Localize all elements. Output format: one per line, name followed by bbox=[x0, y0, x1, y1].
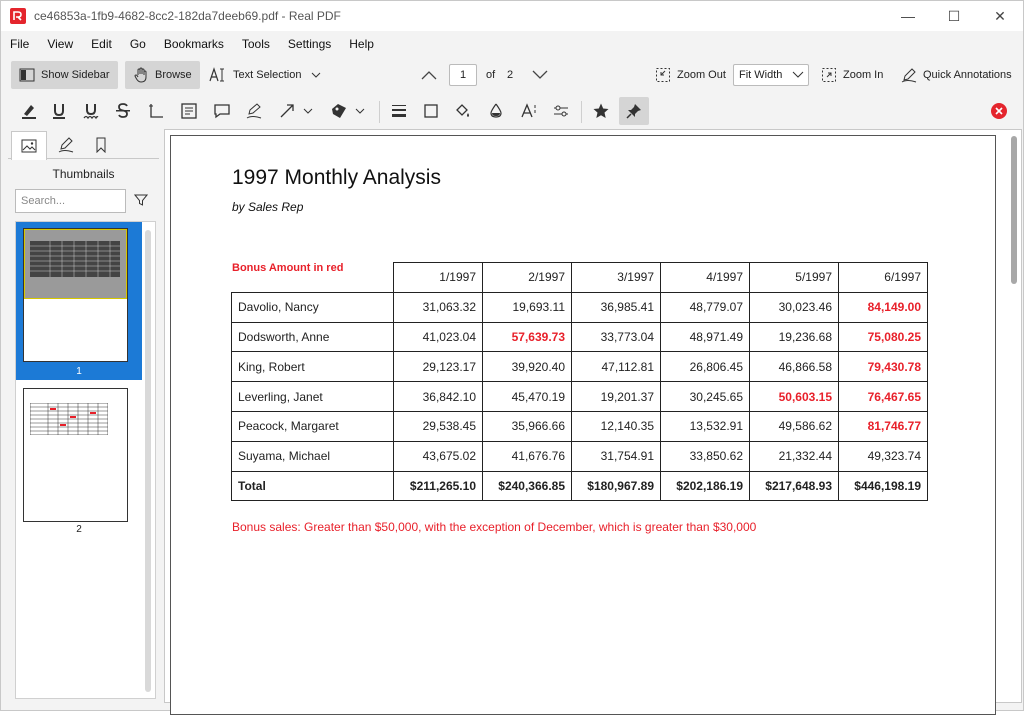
menu-bar bbox=[1, 31, 1023, 57]
chevron-down-icon[interactable] bbox=[353, 99, 367, 123]
amount-cell: 45,470.19 bbox=[483, 382, 572, 412]
page-number-input[interactable]: 1 bbox=[449, 64, 477, 86]
column-header: 3/1997 bbox=[572, 263, 661, 293]
shape-rectangle-icon[interactable] bbox=[419, 99, 443, 123]
pin-icon[interactable] bbox=[619, 97, 649, 125]
tab-bookmarks[interactable] bbox=[83, 131, 119, 159]
thumbnail-page-1[interactable] bbox=[23, 228, 128, 362]
bonus-amount-cell: 75,080.25 bbox=[839, 322, 928, 352]
text-selection-label: Text Selection bbox=[233, 69, 302, 81]
amount-cell: 13,532.91 bbox=[661, 411, 750, 441]
tab-annotations[interactable] bbox=[48, 131, 84, 159]
bonus-amount-cell: 76,467.65 bbox=[839, 382, 928, 412]
page-total-label: 2 bbox=[507, 69, 514, 81]
squiggly-underline-icon[interactable] bbox=[79, 99, 103, 123]
chevron-down-icon[interactable] bbox=[301, 99, 315, 123]
document-title: 1997 Monthly Analysis bbox=[232, 166, 441, 189]
insert-text-icon[interactable] bbox=[144, 99, 168, 123]
total-amount-cell: $217,648.93 bbox=[750, 471, 839, 501]
document-scrollbar[interactable] bbox=[1011, 136, 1017, 284]
menu-edit[interactable]: Edit bbox=[91, 37, 112, 51]
bonus-amount-cell: 50,603.15 bbox=[750, 382, 839, 412]
chevron-down-icon bbox=[792, 71, 804, 79]
amount-cell: 43,675.02 bbox=[394, 441, 483, 471]
zoom-in-icon bbox=[821, 67, 837, 83]
toolbar-separator bbox=[581, 101, 582, 123]
thumbnail-table-preview bbox=[30, 403, 108, 435]
highlight-icon[interactable] bbox=[17, 99, 41, 123]
next-page-icon[interactable] bbox=[532, 69, 548, 81]
amount-cell: 21,332.44 bbox=[750, 441, 839, 471]
zoom-out-button[interactable] bbox=[647, 61, 734, 89]
sales-rep-name: Peacock, Margaret bbox=[232, 411, 394, 441]
app-logo-icon bbox=[10, 8, 26, 24]
bonus-footnote: Bonus sales: Greater than $50,000, with the exception of December, which is greater than $30,000 bbox=[232, 520, 757, 534]
amount-cell: 49,586.62 bbox=[750, 411, 839, 441]
sales-rep-name: Suyama, Michael bbox=[232, 441, 394, 471]
total-amount-cell: $202,186.19 bbox=[661, 471, 750, 501]
menu-go[interactable]: Go bbox=[129, 37, 146, 51]
quick-annotations-label: Quick Annotations bbox=[923, 69, 1012, 81]
thumbnail-list bbox=[15, 221, 156, 699]
menu-file[interactable]: File bbox=[10, 37, 30, 51]
column-header: 2/1997 bbox=[483, 263, 572, 293]
comment-icon[interactable] bbox=[210, 99, 234, 123]
zoom-out-icon bbox=[655, 67, 671, 83]
sales-table bbox=[231, 262, 928, 501]
table-row bbox=[232, 382, 928, 412]
table-header-row bbox=[232, 263, 928, 293]
stamp-icon[interactable] bbox=[327, 99, 351, 123]
total-label: Total bbox=[232, 471, 394, 501]
fill-color-icon[interactable] bbox=[451, 99, 475, 123]
zoom-in-button[interactable] bbox=[813, 61, 891, 89]
freehand-icon[interactable] bbox=[242, 99, 266, 123]
pdf-page bbox=[170, 135, 996, 715]
previous-page-icon[interactable] bbox=[421, 69, 437, 81]
amount-cell: 35,966.66 bbox=[483, 411, 572, 441]
document-viewer bbox=[164, 129, 1022, 703]
amount-cell: 33,850.62 bbox=[661, 441, 750, 471]
zoom-in-label: Zoom In bbox=[843, 69, 884, 81]
page-of-label: of bbox=[486, 69, 496, 81]
menu-view[interactable]: View bbox=[47, 37, 74, 51]
window-title: ce46853a-1fb9-4682-8cc2-182da7deeb69.pdf - Real PDF bbox=[34, 9, 341, 23]
amount-cell: 26,806.45 bbox=[661, 352, 750, 382]
header-blank-cell bbox=[232, 263, 394, 293]
column-header: 5/1997 bbox=[750, 263, 839, 293]
quick-annotations-button[interactable] bbox=[893, 61, 1020, 89]
total-amount-cell: $446,198.19 bbox=[839, 471, 928, 501]
amount-cell: 31,063.32 bbox=[394, 292, 483, 322]
amount-cell: 33,773.04 bbox=[572, 322, 661, 352]
amount-cell: 19,201.37 bbox=[572, 382, 661, 412]
total-amount-cell: $180,967.89 bbox=[572, 471, 661, 501]
hand-icon bbox=[133, 67, 149, 83]
sales-rep-name: Dodsworth, Anne bbox=[232, 322, 394, 352]
bonus-amount-cell: 57,639.73 bbox=[483, 322, 572, 352]
amount-cell: 47,112.81 bbox=[572, 352, 661, 382]
total-amount-cell: $240,366.85 bbox=[483, 471, 572, 501]
menu-tools[interactable]: Tools bbox=[241, 37, 270, 51]
thumbnail-scrollbar[interactable] bbox=[145, 230, 151, 692]
amount-cell: 46,866.58 bbox=[750, 352, 839, 382]
title-bar bbox=[1, 1, 1023, 31]
zoom-out-label: Zoom Out bbox=[677, 69, 726, 81]
amount-cell: 41,023.04 bbox=[394, 322, 483, 352]
bookmark-icon bbox=[94, 137, 108, 153]
tab-thumbnails[interactable] bbox=[11, 131, 47, 160]
menu-settings[interactable]: Settings bbox=[287, 37, 332, 51]
browse-button[interactable] bbox=[125, 61, 200, 89]
sales-rep-name: King, Robert bbox=[232, 352, 394, 382]
amount-cell: 48,779.07 bbox=[661, 292, 750, 322]
amount-cell: 12,140.35 bbox=[572, 411, 661, 441]
amount-cell: 30,023.46 bbox=[750, 292, 839, 322]
bonus-amount-cell: 81,746.77 bbox=[839, 411, 928, 441]
sidebar bbox=[8, 129, 159, 703]
amount-cell: 48,971.49 bbox=[661, 322, 750, 352]
filter-icon[interactable] bbox=[134, 193, 148, 207]
amount-cell: 36,842.10 bbox=[394, 382, 483, 412]
annotation-toolbar bbox=[1, 95, 1023, 127]
menu-help[interactable]: Help bbox=[349, 37, 374, 51]
underline-icon[interactable] bbox=[47, 99, 71, 123]
thumbnail-table-preview bbox=[30, 241, 120, 277]
sidebar-title: Thumbnails bbox=[52, 167, 115, 181]
zoom-level-select[interactable] bbox=[733, 64, 809, 86]
main-toolbar bbox=[1, 58, 1023, 92]
arrow-icon[interactable] bbox=[275, 99, 299, 123]
maximize-button[interactable]: ☐ bbox=[947, 7, 961, 24]
total-row bbox=[232, 471, 928, 501]
text-cursor-icon bbox=[209, 67, 227, 83]
amount-cell: 19,693.11 bbox=[483, 292, 572, 322]
sidebar-icon bbox=[19, 68, 35, 82]
strikethrough-icon[interactable] bbox=[111, 99, 135, 123]
sales-rep-name: Leverling, Janet bbox=[232, 382, 394, 412]
toolbar-separator bbox=[379, 101, 380, 123]
document-subtitle: by Sales Rep bbox=[232, 200, 304, 214]
close-window-button[interactable]: ✕ bbox=[994, 7, 1006, 24]
amount-cell: 19,236.68 bbox=[750, 322, 839, 352]
opacity-icon[interactable] bbox=[484, 99, 508, 123]
table-row bbox=[232, 441, 928, 471]
text-selection-button[interactable] bbox=[201, 61, 329, 89]
bonus-amount-cell: 79,430.78 bbox=[839, 352, 928, 382]
menu-bookmarks[interactable]: Bookmarks bbox=[163, 37, 224, 51]
close-annotation-toolbar-icon[interactable] bbox=[987, 99, 1011, 123]
sidebar-tabs bbox=[8, 129, 159, 159]
bonus-amount-cell: 84,149.00 bbox=[839, 292, 928, 322]
star-icon[interactable] bbox=[589, 99, 613, 123]
thumbnail-item-2[interactable] bbox=[16, 382, 142, 542]
amount-cell: 30,245.65 bbox=[661, 382, 750, 412]
column-header: 4/1997 bbox=[661, 263, 750, 293]
column-header: 1/1997 bbox=[394, 263, 483, 293]
amount-cell: 39,920.40 bbox=[483, 352, 572, 382]
table-row bbox=[232, 411, 928, 441]
thumbnail-label-2: 2 bbox=[76, 524, 82, 535]
browse-label: Browse bbox=[155, 69, 192, 81]
line-width-icon[interactable] bbox=[387, 99, 411, 123]
font-size-icon[interactable] bbox=[517, 99, 541, 123]
amount-cell: 49,323.74 bbox=[839, 441, 928, 471]
show-sidebar-button[interactable] bbox=[11, 61, 118, 89]
pen-icon bbox=[58, 137, 74, 153]
text-box-icon[interactable] bbox=[177, 99, 201, 123]
properties-icon[interactable] bbox=[549, 99, 573, 123]
amount-cell: 29,123.17 bbox=[394, 352, 483, 382]
table-row bbox=[232, 322, 928, 352]
amount-cell: 36,985.41 bbox=[572, 292, 661, 322]
column-header: 6/1997 bbox=[839, 263, 928, 293]
total-amount-cell: $211,265.10 bbox=[394, 471, 483, 501]
pen-icon bbox=[901, 67, 917, 83]
minimize-button[interactable]: — bbox=[901, 8, 915, 24]
amount-cell: 41,676.76 bbox=[483, 441, 572, 471]
amount-cell: 29,538.45 bbox=[394, 411, 483, 441]
thumbnail-search-input[interactable]: Search... bbox=[15, 189, 126, 213]
thumbnail-page-2[interactable] bbox=[23, 388, 128, 522]
bonus-heading: Bonus Amount in red bbox=[232, 262, 344, 274]
zoom-level-value: Fit Width bbox=[739, 69, 783, 81]
thumbnail-item-1[interactable] bbox=[16, 222, 142, 380]
sales-rep-name: Davolio, Nancy bbox=[232, 292, 394, 322]
image-icon bbox=[21, 138, 37, 154]
table-row bbox=[232, 352, 928, 382]
table-row bbox=[232, 292, 928, 322]
show-sidebar-label: Show Sidebar bbox=[41, 69, 110, 81]
thumbnail-label-1: 1 bbox=[76, 366, 82, 377]
amount-cell: 31,754.91 bbox=[572, 441, 661, 471]
chevron-down-icon[interactable] bbox=[311, 71, 321, 79]
